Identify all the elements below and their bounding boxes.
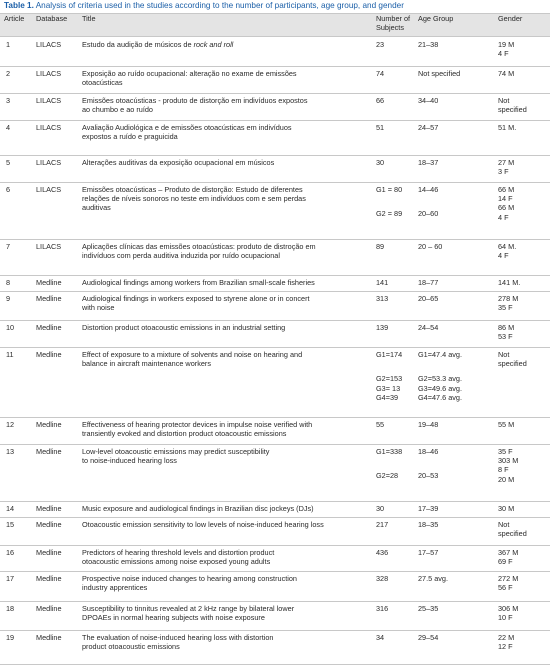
cell-number-of-subjects: 436 — [376, 548, 389, 557]
column-header-article: Article — [4, 14, 25, 23]
cell-gender: 8 F — [498, 465, 509, 475]
cell-database: LILACS — [36, 40, 62, 49]
cell-database: LILACS — [36, 158, 62, 167]
cell-title-line: Prospective noise induced changes to hearing among construction — [82, 574, 297, 583]
cell-article: 9 — [6, 294, 11, 303]
cell-title-line: to noise-induced hearing loss — [82, 456, 177, 466]
cell-number-of-subjects: 51 — [376, 123, 385, 132]
table-caption-text: Analysis of criteria used in the studies according to the number of participants, age group, and gender — [33, 1, 404, 10]
column-header-gender: Gender — [498, 14, 523, 23]
cell-number-of-subjects: 89 — [376, 242, 385, 251]
cell-title-italic: rock and roll — [193, 40, 234, 49]
cell-number-of-subjects: 313 — [376, 294, 389, 303]
cell-gender: 27 M — [498, 158, 515, 167]
cell-gender: 35 F — [498, 447, 513, 456]
row-divider — [0, 347, 550, 348]
cell-title-line: Audiological findings in workers exposed to styrene alone or in concert — [82, 294, 310, 303]
cell-number-of-subjects: 139 — [376, 323, 389, 332]
cell-number-of-subjects: 30 — [376, 504, 385, 513]
cell-database: Medline — [36, 548, 62, 557]
cell-title-line: Music exposure and audiological findings in Brazilian disc jockeys (DJs) — [82, 504, 314, 513]
cell-database: Medline — [36, 633, 62, 642]
cell-gender: specified — [498, 529, 527, 539]
cell-gender: specified — [498, 105, 527, 115]
cell-number-of-subjects: 66 — [376, 96, 385, 105]
cell-age-group: 34–40 — [418, 96, 439, 105]
cell-age-group: Not specified — [418, 69, 461, 78]
cell-age-group: 21–38 — [418, 40, 439, 49]
cell-number-of-subjects: 328 — [376, 574, 389, 583]
cell-database: LILACS — [36, 69, 62, 78]
cell-article: 17 — [6, 574, 15, 583]
cell-database: Medline — [36, 294, 62, 303]
cell-age-group: 27.5 avg. — [418, 574, 449, 583]
cell-gender: Not — [498, 350, 510, 359]
row-divider — [0, 239, 550, 240]
cell-age-group: 20–60 — [418, 208, 439, 218]
cell-article: 12 — [6, 420, 15, 429]
cell-gender: 12 F — [498, 642, 513, 652]
cell-gender: 55 M — [498, 420, 515, 429]
cell-title-line: Exposição ao ruído ocupacional: alteração no exame de emissões — [82, 69, 297, 78]
cell-number-of-subjects: 23 — [376, 40, 385, 49]
row-divider — [0, 601, 550, 602]
cell-title-line: with noise — [82, 303, 115, 313]
row-divider — [0, 66, 550, 67]
cell-article: 18 — [6, 604, 15, 613]
cell-database: Medline — [36, 604, 62, 613]
cell-number-of-subjects: G1=338 — [376, 447, 403, 456]
cell-article: 7 — [6, 242, 11, 251]
cell-age-group: 24–54 — [418, 323, 439, 332]
cell-database: Medline — [36, 420, 62, 429]
cell-title-line: Susceptibility to tinnitus revealed at 2 kHz range by bilateral lower — [82, 604, 295, 613]
cell-title-line: Predictors of hearing threshold levels and distortion product — [82, 548, 275, 557]
cell-title-line: auditivas — [82, 203, 111, 213]
cell-age-group: 19–48 — [418, 420, 439, 429]
cell-gender: 303 M — [498, 456, 519, 466]
cell-title-line: indivíduos com perda auditiva induzida por ruído ocupacional — [82, 251, 280, 261]
cell-database: Medline — [36, 350, 62, 359]
cell-title-line: relações de níveis sonoros no teste em indivíduos com e sem perdas — [82, 194, 306, 204]
cell-gender: 35 F — [498, 303, 513, 313]
cell-title-line: Emissões otoacústicas – Produto de distorção: Estudo de diferentes — [82, 185, 303, 194]
cell-title-line: otoacústicas — [82, 78, 123, 88]
cell-gender: Not — [498, 520, 510, 529]
cell-title-line: Distortion product otoacoustic emissions in an industrial setting — [82, 323, 286, 332]
cell-age-group: 18–77 — [418, 278, 439, 287]
row-divider — [0, 291, 550, 292]
row-divider — [0, 501, 550, 502]
cell-gender: specified — [498, 359, 527, 369]
cell-title-line: Low-level otoacoustic emissions may predict susceptibility — [82, 447, 270, 456]
row-divider — [0, 417, 550, 418]
cell-title-line: balance in aircraft maintenance workers — [82, 359, 211, 369]
cell-number-of-subjects: G1=174 — [376, 350, 403, 359]
cell-age-group: 20 – 60 — [418, 242, 443, 251]
column-header-number-of-subjects: Number of Subjects — [376, 14, 411, 33]
row-divider — [0, 155, 550, 156]
cell-age-group: G3=49.6 avg. — [418, 383, 463, 393]
cell-number-of-subjects: 34 — [376, 633, 385, 642]
cell-title-line: expostos a ruído e praguicida — [82, 132, 178, 142]
row-divider — [0, 545, 550, 546]
cell-gender: 20 M — [498, 474, 515, 484]
cell-article: 1 — [6, 40, 11, 49]
cell-gender: 19 M — [498, 40, 515, 49]
cell-age-group: 25–35 — [418, 604, 439, 613]
cell-database: Medline — [36, 447, 62, 456]
cell-gender: Not — [498, 96, 510, 105]
cell-database: LILACS — [36, 185, 62, 194]
cell-age-group: 24–57 — [418, 123, 439, 132]
cell-gender: 64 M. — [498, 242, 517, 251]
column-header-age-group: Age Group — [418, 14, 454, 23]
cell-article: 11 — [6, 350, 14, 359]
cell-number-of-subjects: 55 — [376, 420, 385, 429]
cell-article: 6 — [6, 185, 11, 194]
table-caption — [4, 1, 404, 10]
cell-article: 4 — [6, 123, 11, 132]
column-header-title: Title — [82, 14, 96, 23]
cell-number-of-subjects: 74 — [376, 69, 385, 78]
cell-article: 14 — [6, 504, 15, 513]
cell-number-of-subjects: 141 — [376, 278, 389, 287]
row-divider — [0, 517, 550, 518]
cell-gender: 367 M — [498, 548, 519, 557]
cell-gender: 10 F — [498, 613, 513, 623]
cell-gender: 22 M — [498, 633, 515, 642]
cell-gender: 278 M — [498, 294, 519, 303]
cell-gender: 74 M — [498, 69, 515, 78]
row-divider — [0, 630, 550, 631]
cell-article: 2 — [6, 69, 11, 78]
table-header-rule — [0, 36, 550, 37]
row-divider — [0, 275, 550, 276]
cell-database: Medline — [36, 278, 62, 287]
cell-number-of-subjects: G4=39 — [376, 392, 399, 402]
cell-age-group: 20–53 — [418, 470, 439, 480]
column-header-database: Database — [36, 14, 68, 23]
cell-gender: 66 M — [498, 203, 515, 213]
cell-gender: 4 F — [498, 251, 509, 261]
cell-title — [82, 40, 233, 49]
cell-age-group: 18–35 — [418, 520, 439, 529]
cell-age-group: 17–57 — [418, 548, 439, 557]
cell-title-line: industry apprentices — [82, 583, 148, 593]
cell-number-of-subjects: 217 — [376, 520, 389, 529]
row-divider — [0, 93, 550, 94]
cell-database: Medline — [36, 504, 62, 513]
cell-gender: 66 M — [498, 185, 515, 194]
cell-article: 16 — [6, 548, 15, 557]
row-divider — [0, 664, 550, 665]
cell-number-of-subjects: G2=153 — [376, 374, 403, 384]
cell-title-line: Alterações auditivas da exposição ocupacional em músicos — [82, 158, 275, 167]
cell-age-group: G2=53.3 avg. — [418, 374, 463, 384]
cell-title-line: Audiological findings among workers from Brazilian small-scale fisheries — [82, 278, 315, 287]
cell-title-line: The evaluation of noise-induced hearing loss with distortion — [82, 633, 274, 642]
cell-title-line: otoacoustic emissions among noise exposed young adults — [82, 557, 271, 567]
cell-age-group: 18–46 — [418, 447, 439, 456]
cell-title-line: DPOAEs in normal hearing subjects with noise exposure — [82, 613, 265, 623]
cell-title-line: Avaliação Audiológica e de emissões otoacústicas em indivíduos — [82, 123, 292, 132]
cell-title-text: Estudo da audição de músicos de — [82, 40, 194, 49]
cell-title-line: Emissões otoacústicas - produto de distorção em indivíduos expostos — [82, 96, 308, 105]
cell-number-of-subjects: G1 = 80 — [376, 185, 403, 194]
cell-number-of-subjects: G3= 13 — [376, 383, 401, 393]
cell-age-group: 20–65 — [418, 294, 439, 303]
cell-title-line: product otoacoustic emissions — [82, 642, 180, 652]
cell-database: LILACS — [36, 96, 62, 105]
cell-article: 19 — [6, 633, 15, 642]
cell-number-of-subjects: G2=28 — [376, 470, 399, 480]
cell-number-of-subjects: 316 — [376, 604, 389, 613]
cell-gender: 272 M — [498, 574, 519, 583]
cell-article: 8 — [6, 278, 11, 287]
cell-title-line: ao chumbo e ao ruído — [82, 105, 153, 115]
cell-article: 5 — [6, 158, 11, 167]
cell-number-of-subjects: 30 — [376, 158, 385, 167]
cell-gender: 4 F — [498, 49, 509, 59]
cell-age-group: 18–37 — [418, 158, 439, 167]
cell-title-line: Effectiveness of hearing protector devices in impulse noise verified with — [82, 420, 313, 429]
cell-age-group: 29–54 — [418, 633, 439, 642]
row-divider — [0, 182, 550, 183]
cell-gender: 53 F — [498, 332, 513, 342]
cell-database: LILACS — [36, 242, 62, 251]
cell-article: 3 — [6, 96, 11, 105]
cell-database: Medline — [36, 574, 62, 583]
cell-age-group: 17–39 — [418, 504, 439, 513]
cell-gender: 4 F — [498, 212, 509, 222]
cell-age-group: 14–46 — [418, 185, 439, 194]
cell-age-group: G4=47.6 avg. — [418, 392, 463, 402]
cell-gender: 14 F — [498, 194, 513, 204]
cell-gender: 51 M. — [498, 123, 517, 132]
row-divider — [0, 320, 550, 321]
cell-gender: 3 F — [498, 167, 509, 177]
cell-database: Medline — [36, 323, 62, 332]
cell-database: LILACS — [36, 123, 62, 132]
cell-title-line: Otoacoustic emission sensitivity to low levels of noise-induced hearing loss — [82, 520, 324, 529]
row-divider — [0, 120, 550, 121]
cell-age-group: G1=47.4 avg. — [418, 350, 463, 359]
row-divider — [0, 571, 550, 572]
cell-article: 10 — [6, 323, 15, 332]
cell-article: 15 — [6, 520, 15, 529]
cell-gender: 306 M — [498, 604, 519, 613]
cell-title-line: transiently evoked and distortion product otoacoustic emissions — [82, 429, 287, 439]
cell-gender: 30 M — [498, 504, 515, 513]
cell-title-line: Effect of exposure to a mixture of solvents and noise on hearing and — [82, 350, 303, 359]
cell-number-of-subjects: G2 = 89 — [376, 208, 403, 218]
cell-title-line: Aplicações clínicas das emissões otoacústicas: produto de distroção em — [82, 242, 316, 251]
cell-article: 13 — [6, 447, 15, 456]
cell-gender: 69 F — [498, 557, 513, 567]
cell-gender: 141 M. — [498, 278, 521, 287]
cell-database: Medline — [36, 520, 62, 529]
cell-gender: 86 M — [498, 323, 515, 332]
table-caption-label: Table 1. — [4, 1, 34, 10]
cell-gender: 56 F — [498, 583, 513, 593]
row-divider — [0, 444, 550, 445]
